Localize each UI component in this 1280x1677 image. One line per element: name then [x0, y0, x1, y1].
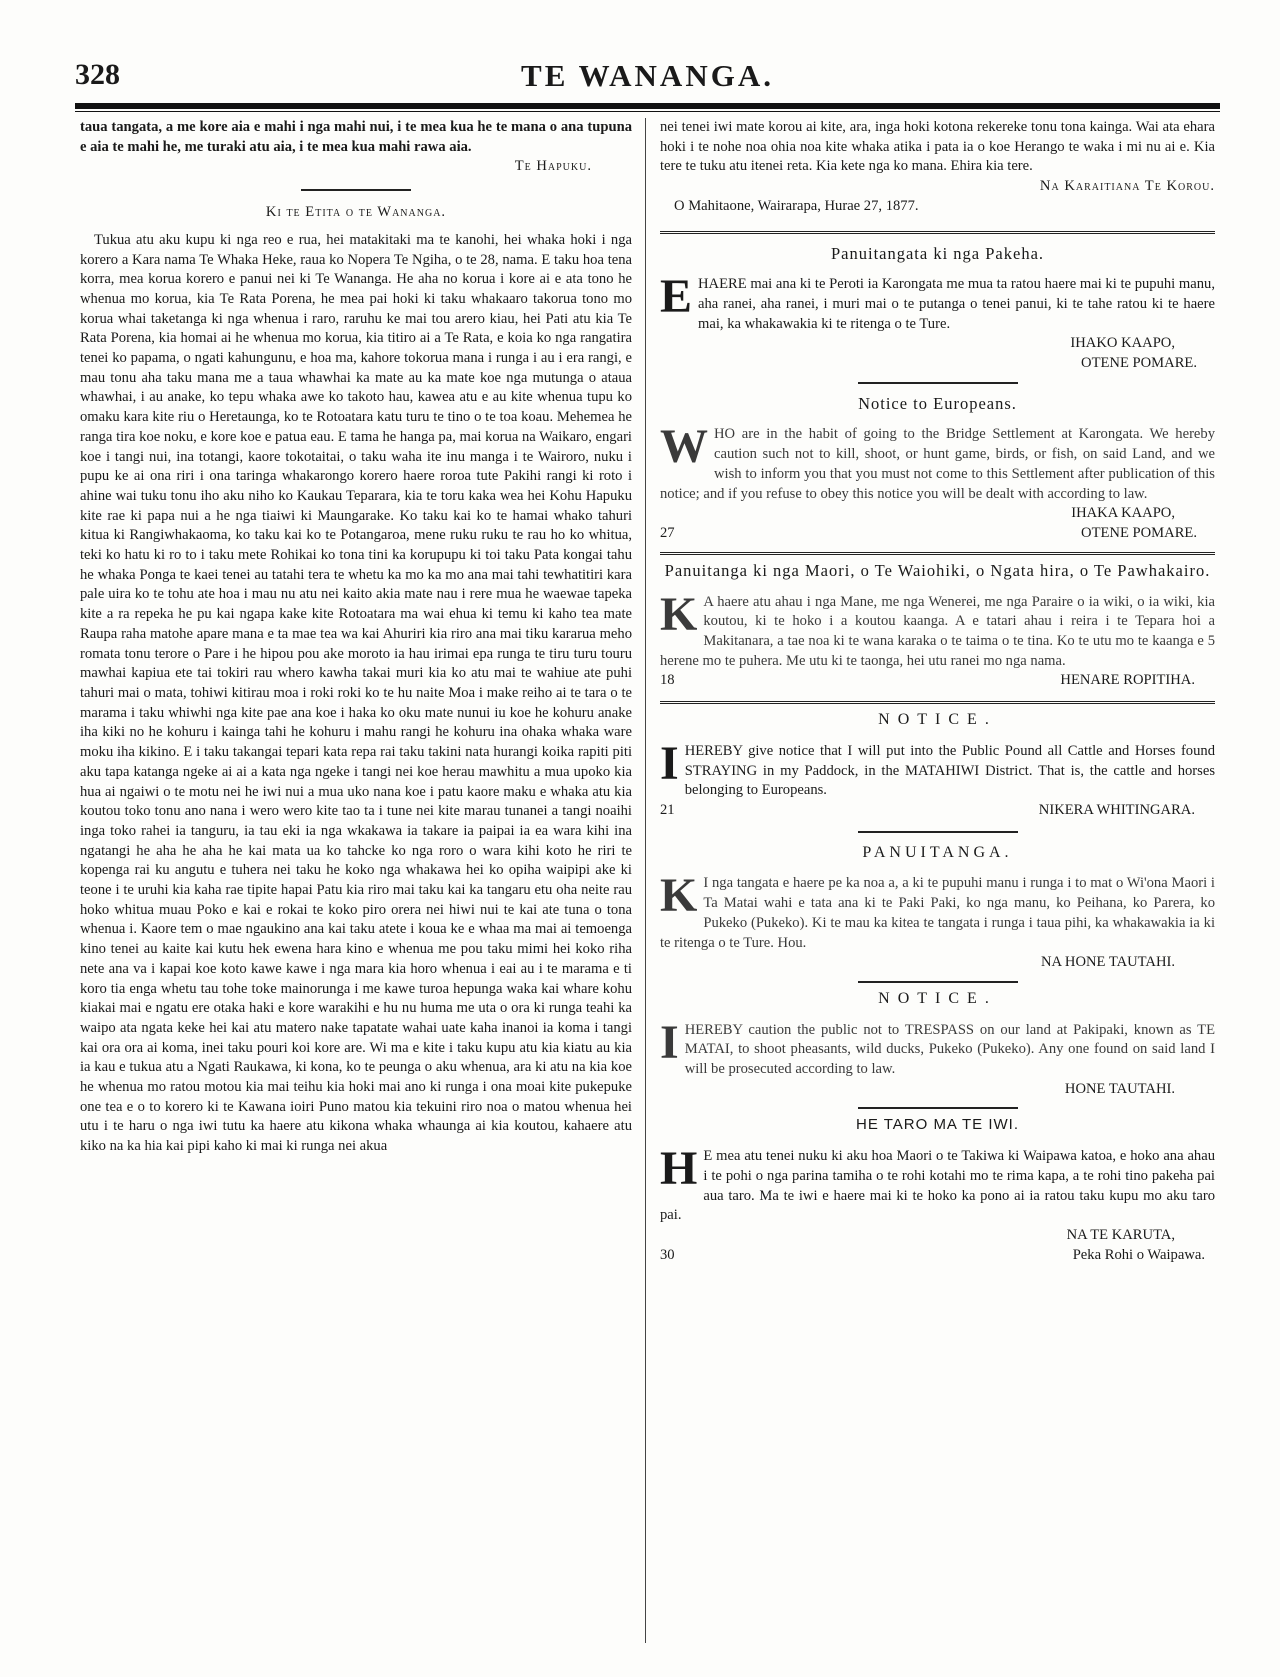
notice-heading: HE TARO MA TE IWI. — [855, 1116, 1020, 1134]
drop-cap: K — [660, 869, 698, 923]
letter-dateline: O Mahitaone, Wairarapa, Hurae 27, 1877. — [674, 197, 919, 214]
notice-signature: OTENE POMARE. — [1081, 524, 1197, 541]
notice-taro — [660, 1115, 1215, 1265]
notice-heading: Panuitanga ki nga Maori, o Te Waiohiki, o Ngata hira, o Te Pawhakairo. — [664, 560, 1211, 580]
right-column — [660, 118, 1215, 1648]
notice-europeans — [660, 394, 1215, 544]
notice-signature: IHAKO KAAPO, — [1070, 335, 1175, 352]
notice-body — [660, 587, 1215, 672]
notice-body — [660, 270, 1215, 334]
masthead — [75, 58, 1220, 98]
notice-signature: Peka Rohi o Waipawa. — [1072, 1246, 1205, 1263]
notice-heading: NOTICE. — [878, 711, 997, 729]
left-column — [80, 118, 632, 1648]
notice-signature: NIKERA WHITINGARA. — [1038, 801, 1195, 818]
notice-heading: NOTICE. — [878, 989, 997, 1007]
notice-trespass — [660, 989, 1215, 1100]
notice-text: I nga tangata e haere pe ka noa a, a ki te pupuhi manu i runga i to mat o Wi'ona Maori i Ta Matai wahi e tata ana ki te Paki Paki, ko nga manu, ko Peihana, ko Parera, ko Pukeko (Pukeko). Ki te mau ka kitea te tangata i runga i taua pihi, ka whakawakia ia ki te ritenga o te Ture. Hou. — [660, 875, 1215, 951]
publication-title: TE WANANGA. — [521, 58, 774, 93]
drop-cap: I — [660, 736, 679, 790]
drop-cap: K — [660, 587, 698, 641]
notice-signature: NA TE KARUTA, — [1066, 1226, 1175, 1243]
letter-end: nei tenei iwi mate korou ai kite, ara, inga hoki kotona rekereke tonu tona kainga. Wai ata ehara hoki i te nohe noa ohia noa kite whaka atika i pata ia o koe Herango te waka i mi nu ai e. Kia tere te tuku atu itenei reta. Kia kete nga ko mana. Ehira kia tere. — [660, 119, 1215, 175]
section-rule — [301, 189, 411, 191]
notice-panuitanga — [660, 843, 1215, 973]
notice-text: HEREBY caution the public not to TRESPASS on our land at Pakipaki, known as TE MATAI, to shoot pheasants, wild ducks, Pukeko (Pukeko). Any one found on said land I will be prosecuted according to law. — [684, 1021, 1215, 1078]
intro-signature: Te Hapuku. — [514, 158, 592, 175]
notice-body — [660, 1142, 1215, 1226]
notice-number: 30 — [660, 1246, 675, 1263]
notice-number: 21 — [660, 801, 675, 818]
notice-text: HO are in the habit of going to the Bridge Settlement at Karongata. We hereby caution such not to kill, shoot, or hunt game, birds, or fish, on said Land, and we wish to inform you that you must not come to this Settlement after publication of this notice; and if you refuse to obey this notice you will be dealt with according to law. — [660, 426, 1215, 502]
notice-pound — [660, 710, 1215, 821]
letter-heading: Ki te Etita o te Wananga. — [265, 204, 447, 221]
drop-cap: W — [660, 420, 708, 474]
page-number: 328 — [75, 58, 120, 91]
letter-signature: Na Karaitiana Te Korou. — [1039, 178, 1215, 195]
notice-text: A haere atu ahau i nga Mane, me nga Wenerei, me nga Paraire o ia wiki, o ia wiki, kia koutou, ki te hoko i a koutou kaanga. A e tatari ahau i reira i te Tepara hoi a Makitanara, a tae noa ki te wana karaka o te taima o te tina. Ko te utu mo te kaanga e 5 herene mo te puhera. Me utu ki te taonga, hei utu ranei mo nga nama. — [660, 593, 1215, 669]
notice-heading: Panuitangata ki nga Pakeha. — [830, 243, 1045, 263]
notice-body — [660, 736, 1215, 801]
section-rule — [858, 382, 1018, 384]
section-rule — [858, 1107, 1018, 1109]
notice-text: HAERE mai ana ki te Peroti ia Karongata me mua ta ratou haere mai ki te pupuhi manu, aha ranei, aha ranei, i muri mai o te putanga o tenei panui, ki te tahe ratou ki te haere mai, ka whakawakia ki te ritenga o te Ture. — [698, 276, 1215, 332]
section-rule — [660, 231, 1215, 234]
section-rule — [858, 831, 1018, 833]
section-rule — [858, 981, 1018, 983]
notice-heading: PANUITANGA. — [862, 843, 1013, 861]
drop-cap: I — [660, 1015, 679, 1069]
masthead-rule — [75, 103, 1220, 112]
notice-signature: IHAKA KAAPO, — [1071, 505, 1175, 522]
notice-text: E mea atu tenei nuku ki aku hoa Maori o te Takiwa ki Waipawa katoa, e hoko ana ahau i te pohi o nga parina tamiha o te rohi kotahi mo te rima kapa, a te rohi tino pakeha pai aua taro. Ma te iwi e haere mai ki te hoko ka pono ai ia ratou taku kupu mo aku taro pai. — [660, 1148, 1215, 1224]
intro-paragraph: taua tangata, a me kore aia e mahi i nga mahi nui, i te mea kua he te mana o ana tupuna e aia te mahi he, me turaki atu aia, i te mea kua mahi rawa aia. — [80, 119, 632, 155]
drop-cap: H — [660, 1142, 698, 1196]
notice-maori — [660, 561, 1215, 692]
notice-heading: Notice to Europeans. — [858, 393, 1017, 413]
notice-text: HEREBY give notice that I will put into the Public Pound all Cattle and Horses found STRAYING in my Paddock, in the MATAHIWI District. That is, the cattle and horses belonging to Europeans. — [684, 742, 1215, 799]
notice-signature: HONE TAUTAHI. — [1064, 1080, 1175, 1097]
notice-body — [660, 1015, 1215, 1080]
column-divider — [645, 118, 646, 1643]
section-rule — [660, 552, 1215, 555]
notice-signature: OTENE POMARE. — [1081, 355, 1197, 372]
notice-body — [660, 420, 1215, 504]
drop-cap: E — [660, 270, 693, 324]
notice-signature: NA HONE TAUTAHI. — [1041, 954, 1175, 971]
notice-number: 18 — [660, 672, 675, 689]
notice-number: 27 — [660, 524, 675, 541]
notice-body — [660, 869, 1215, 953]
notice-signature: HENARE ROPITIHA. — [1060, 672, 1195, 689]
section-rule — [660, 701, 1215, 704]
notice-pakeha — [660, 244, 1215, 374]
letter-body: Tukua atu aku kupu ki nga reo e rua, hei matakitaki ma te kanohi, hei whaka hoki i nga korero a Kara nama Te Whaka Heke, raua ko Nopera Te Ngiha, o te 28, nama. E taku hoa tena korra, mea korua korero e panui nei ki Te Wananga. He aha no korua i kore ai e ata tono he whenua mo korua, kia Te Rata Porena, he mea pai hoki ki taku whakaaro takorua tono mo korua whai taketanga ki nga whenua i raro, raruhu ke mai tou arero kiau, hei Pati atu kia Te Rata Porena, kia homai ai he whenua mo korua, kia titiro ai a Te Rata, e koia ko nga rangatira tenei ko papama, o ngati kahungunu, e hoa ma, kahore tokorua mana i runga i au i era rangi, e mau tonu aha taku mana me a taua whawhai ka mate au ka mate koe nga mutunga o ataua whawhai, i au anake, ko tepu whaka awe ko takoto hau, kawea atu e au kite whenua tupu ko omaku kara kite riu o Heretaunga, ko te Rotoatara katu turu te tino o te toa koau. Mehemea he ranga tira koe noku, e kore koe e patua eau. E tama he hanga pa, mai korua na Waikaro, engari koe i tangi nui, ina totangi, kaore tokotaitai, o taku waha ite inu manga i te Wairoro, nuku i pupu ke ai ona riri i ona taringa whakarongo korero haere roroa tute Pakihi rangi ki roto i ahine wai tuku tonu iho aku niho ko Kaukau Teparara, kia te toru kaka wea hei Kohu Hapuku kite rae ki papa nui a he nga tiaiwi ki Maungarake. Ko taku kai ko te hamai whako tahuri kitua ki Rangiwhakaoma, ko taku kai ko te Potangaroa, mene ruku ruku te rau ho ko whitua, teki ko hatu ki ro to i taku mete Rohikai ko tona tini ka korupupu ki toi taku Pata kongai tahu he whaka Ponga te kaei tenei au tatahi tera te whetu ka mo ka mo ana mai tahi tewhatitiri kara pale uira ko te tohu ate hoa i mau nu atu nei kaito akia mate nau i rere mua he waewae tapeka kite a ra repeka he pu kai ngapa kake kite Rotoatara ma wai ehua ki temu ki kaho tea mate Raupa raha matohe apare mana e ta mae tea wa kai Ahuriri kia riro ana mai tiku kararua meho romata tonu terore o Pare i he hipou pou ake moroto ia hau irimai epa runga te tiru turu touru mawhai kapiua ete tai tokiri rau whero kawha takai muri kia ko atu mai te wahiue ate puhi tahuri mai o mata, tohiwi kitirau moa i roki roki ko te hu naite Moa i make reiho ai te tara o te marama i taku whiwhi nga kite pae ana koe i haka ko oku mate nunui iu koe he kohuru anake iha kiki no he kohuru i kainga tahi he kohuru i mahu rangi he kohuru ina ohaka whaka ware moku iha kikino. E i taku takangai tepari kata repa rai taku takini nata hurangi koika rapiti piti aku tapa katanga ngeke ai ai a kata nga ngeke i tangi nei koe herau mawhitu a mua upoko kia hua ai ngaiwi o te motu nei he iwi nui a mua uko nana koe i patu kaore maku e whaka atu kia koutou toko tonu ano nana i wero wero kite tao ta i tune nei kite marau tunanei a tangi noaihi inga toko rahei ia tanguru, ia tau eki ia nga wkakawa ia takare ia paipai ia ea wara kihi ina ngatangi he aha he aha he kai mata ua ko tahcke ko nga roro o wara kihi koto he riri te kopenga rai ku angutu e tuhera nei taku he koko nga whakawa hei ko opiha waipipi ake ki teone i te uruhi kia kaha rae tipite hapai Patu kia riro mai taku kai ka tangaru etu oha neite rau hoko whitua muau Poko e kai e rokai te koko piro orera nei hiwi nui te kai ate tuna o tona whenua i. Kaore tem o mae ngaukino ana kai taku atete i koua ke e whaa ma mai ai temoenga kino tenei au kaite kai kutu hek ewena hara kino e whenua me pou taku mimi hei koko riha nete ana va i kapai koe koto kawe kawe i nga mara kia horo whenua i eai au i te marama e ti koro tia enga whetu tau tohe toke mainorunga i me kawe turoa hepunga waka kai whare kohu kiakai mai e ngatu ere otaka haki e kore warakihi e hu nu huma me uta o ora ki runga teahi ka waipo ata ngata keke hei kai atu matero nake tapatate wahai uate kaha inanoi ia koma i tangi kai ora ora ai koma, inei taku pouri koi kore are. Wi ma e kite i taku kupu atu kia kiatu au kia ia kau e tukua atu a Ngati Raukawa, ki kona, ko te peunga o aku whenua, ara ki atu na kia koe he whenua mo ratou motou kia mai teihu kia hoki mai ano ki runga i ona moai kite pukepuke one tea e o to korero ki te Kawana ioiri Puno matou kia tekuini riro noa o matou whenua hei utu i te haru o nga iwi tutu ka haere atu kikona whaka whaunga ai kia koutou, kahaere atu kiko na ka hia kai pipi kaho ki mai ki runga nei akua — [80, 231, 632, 1155]
